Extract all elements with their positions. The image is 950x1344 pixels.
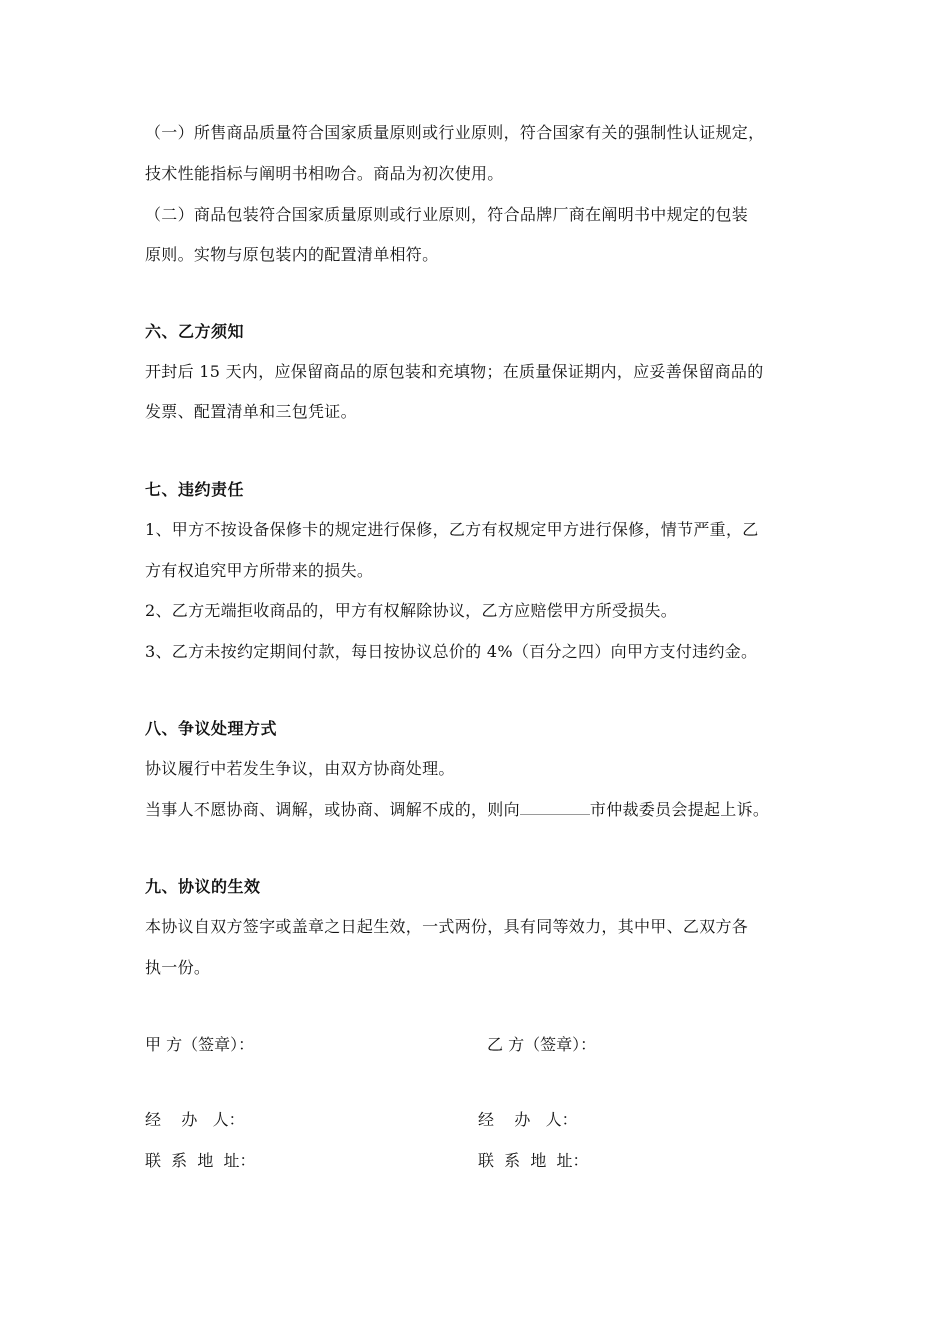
section8-title: 八、争议处理方式 xyxy=(145,719,278,738)
party-b-handler-label: 经 办 人： xyxy=(478,1110,578,1129)
section7-item3: 3、乙方未按约定期间付款，每日按协议总价的 4%（百分之四）向甲方支付违约金。 xyxy=(145,642,758,661)
quality-item1-line1: （一）所售商品质量符合国家质量原则或行业原则，符合国家有关的强制性认证规定， xyxy=(145,123,765,142)
section7-title: 七、违约责任 xyxy=(145,480,245,499)
section9-line2: 执一份。 xyxy=(145,958,211,977)
party-a-address-label: 联 系 地 址： xyxy=(145,1151,256,1170)
party-b-address-label: 联 系 地 址： xyxy=(478,1151,589,1170)
section6-title: 六、乙方须知 xyxy=(145,322,245,341)
party-a-signature-label: 甲 方（签章）： xyxy=(145,1035,255,1054)
party-b-signature-label: 乙 方（签章）： xyxy=(487,1035,597,1054)
section6-line1: 开封后 15 天内，应保留商品的原包装和充填物；在质量保证期内，应妥善保留商品的 xyxy=(145,362,764,381)
section7-item2: 2、乙方无端拒收商品的，甲方有权解除协议，乙方应赔偿甲方所受损失。 xyxy=(145,601,678,620)
party-a-handler-label: 经 办 人： xyxy=(145,1110,245,1129)
section8-line2-before: 当事人不愿协商、调解，或协商、调解不成的，则向 xyxy=(145,800,520,819)
section8-line2 xyxy=(145,800,769,820)
arbitration-city-blank xyxy=(520,800,590,815)
section7-item1-line1: 1、甲方不按设备保修卡的规定进行保修，乙方有权规定甲方进行保修，情节严重，乙 xyxy=(145,520,759,539)
section8-line1: 协议履行中若发生争议，由双方协商处理。 xyxy=(145,759,455,778)
quality-item2-line1: （二）商品包装符合国家质量原则或行业原则，符合品牌厂商在阐明书中规定的包装 xyxy=(145,205,749,224)
section7-item1-line2: 方有权追究甲方所带来的损失。 xyxy=(145,561,374,580)
section6-line2: 发票、配置清单和三包凭证。 xyxy=(145,402,357,421)
section9-title: 九、协议的生效 xyxy=(145,877,261,896)
section9-line1: 本协议自双方签字或盖章之日起生效，一式两份，具有同等效力，其中甲、乙双方各 xyxy=(145,917,749,936)
section8-line2-after: 市仲裁委员会提起上诉。 xyxy=(589,800,770,819)
quality-item2-line2: 原则。实物与原包装内的配置清单相符。 xyxy=(145,245,439,264)
quality-item1-line2: 技术性能指标与阐明书相吻合。商品为初次使用。 xyxy=(145,164,504,183)
